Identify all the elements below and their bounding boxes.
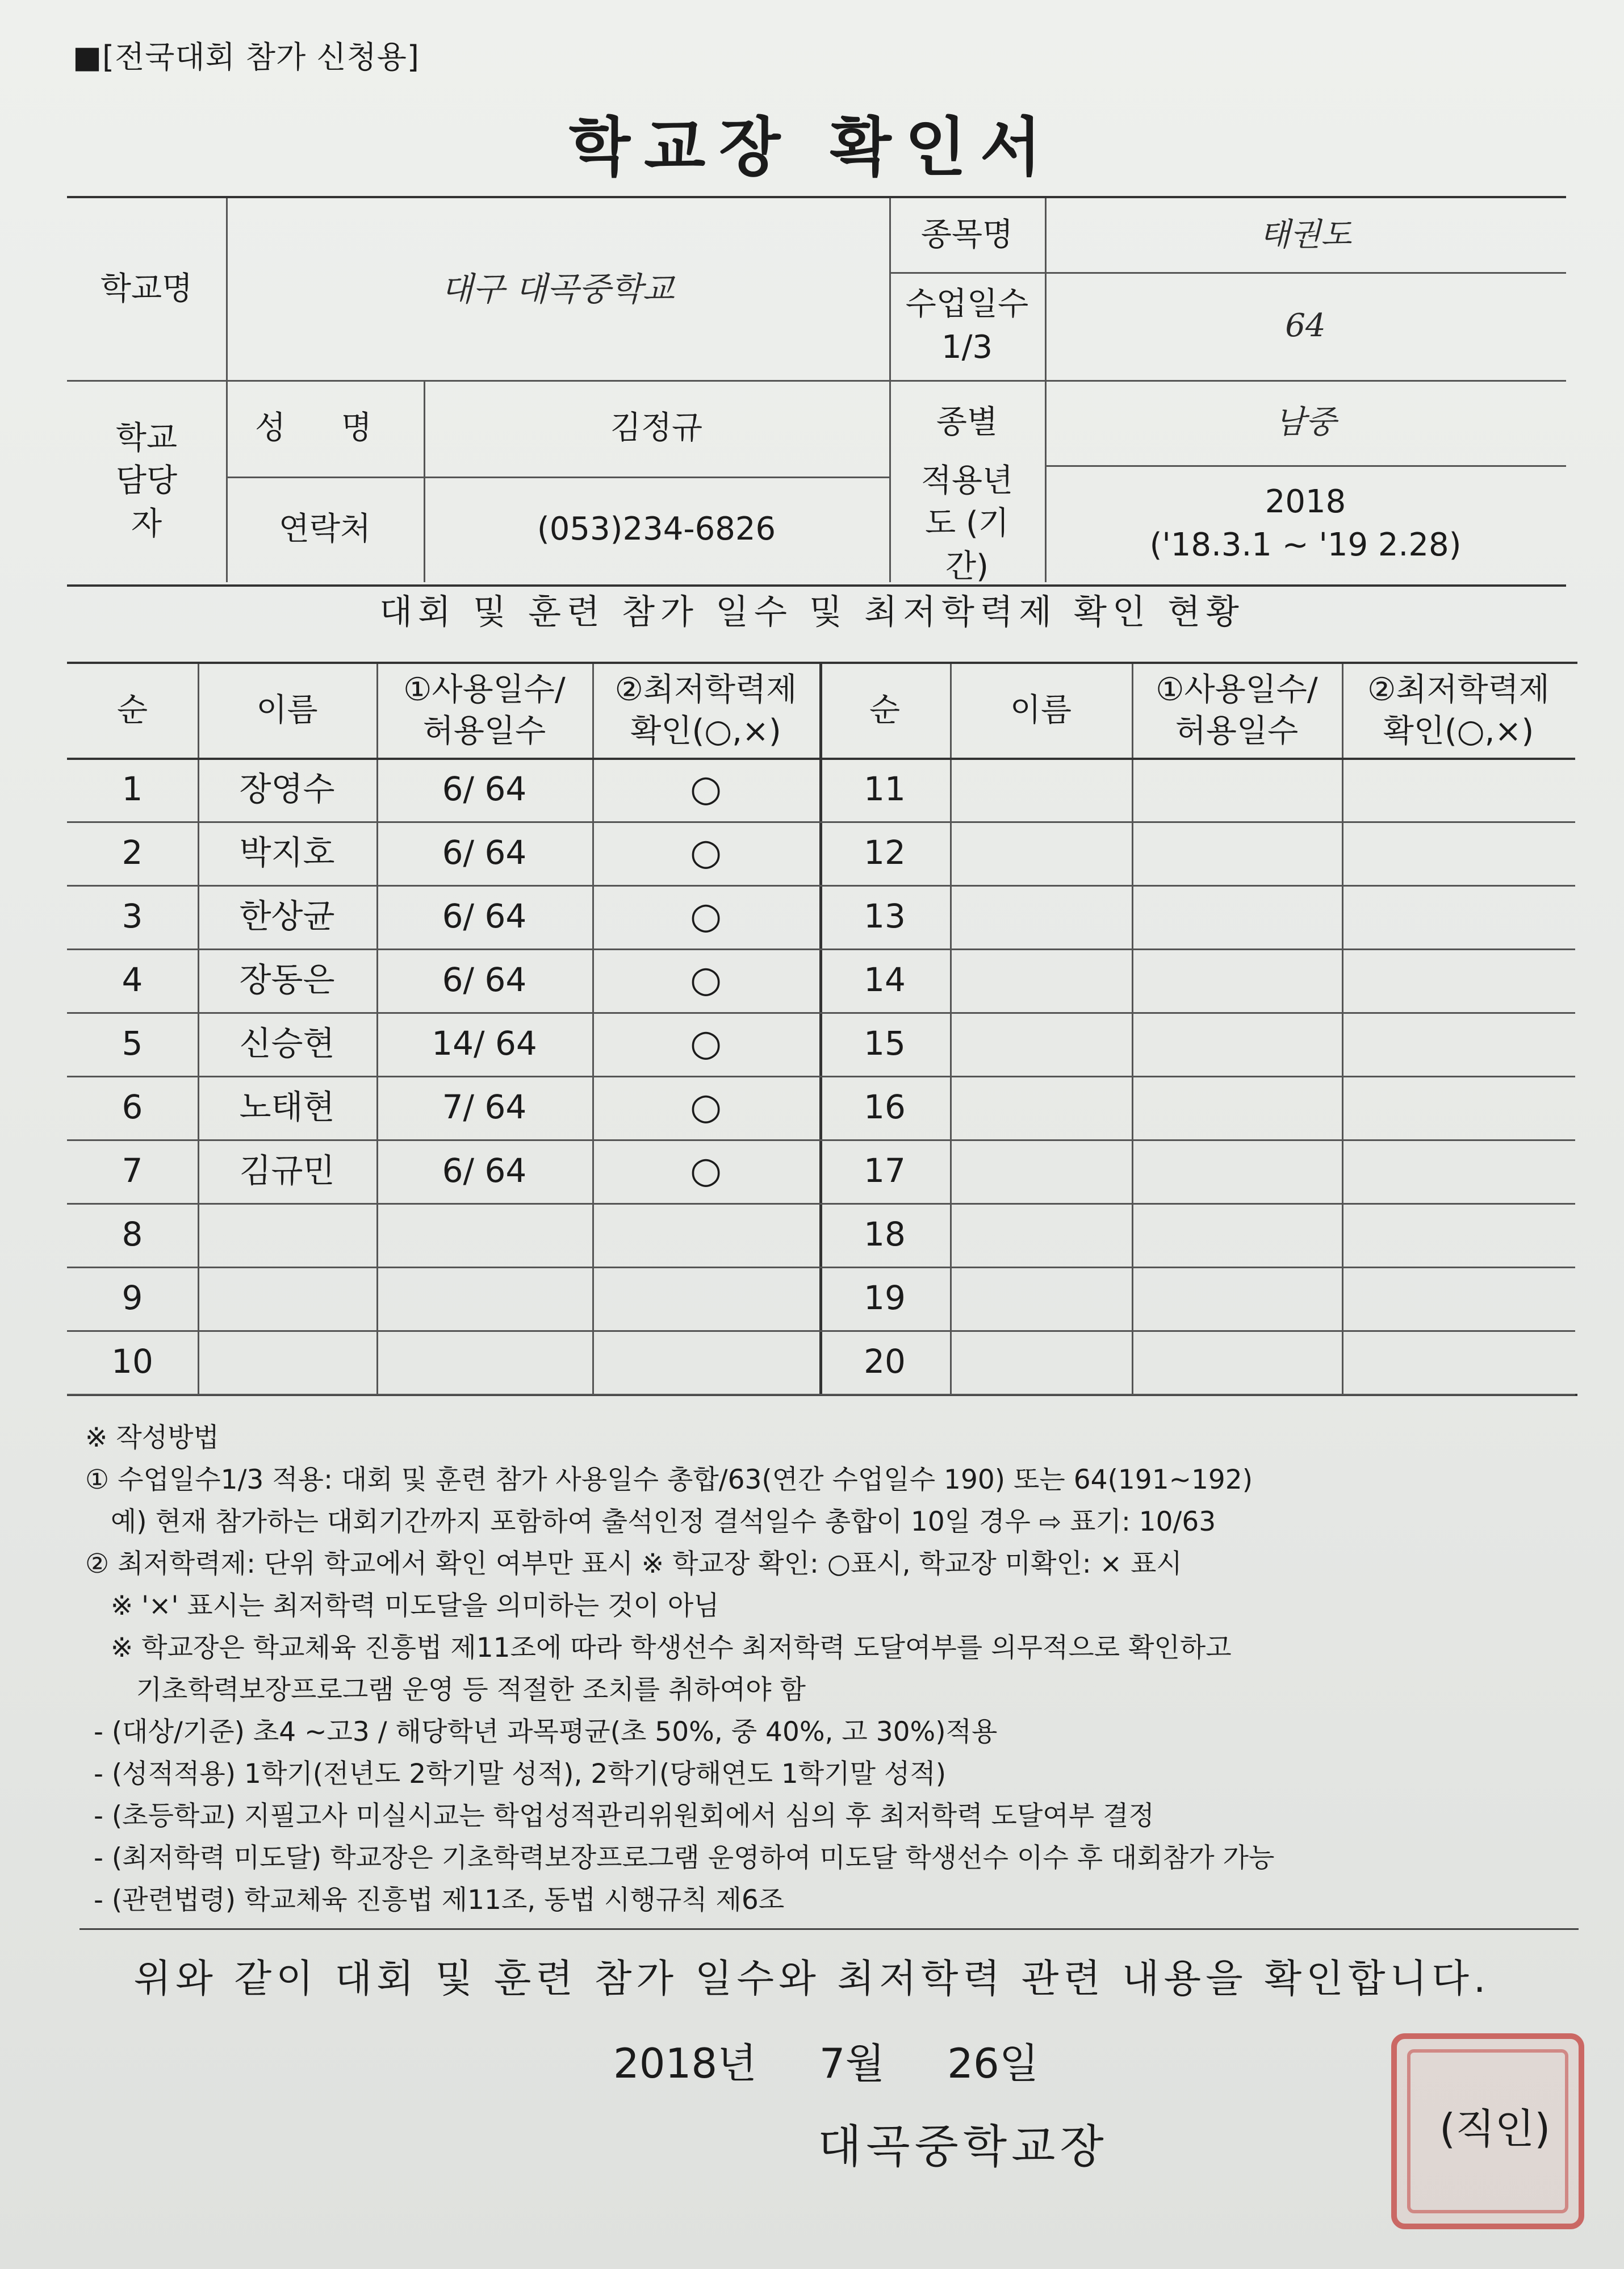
- year-label: 적용년도 (기간): [920, 462, 1014, 585]
- column-divider: [950, 664, 952, 1394]
- instructions-heading: ※ 작성방법: [85, 1422, 219, 1453]
- instruction-line: - (대상/기준) 초4 ~고3 / 해당학년 과목평균(초 50%, 중 40%, 고 30%)적용: [85, 1716, 998, 1748]
- row-number: 20: [864, 1342, 906, 1381]
- row-number: 2: [122, 833, 143, 872]
- category-label: 종별: [936, 404, 998, 441]
- row-number: 6: [122, 1088, 143, 1127]
- school-name-label: 학교명: [100, 270, 193, 308]
- days-used: [376, 1203, 592, 1267]
- row-divider: [67, 1394, 1575, 1395]
- date-day: 26일: [947, 2040, 1039, 2087]
- instruction-line: - (초등학교) 지필고사 미실시교는 학업성적관리위원회에서 심의 후 최저학력 도달여부 결정: [85, 1800, 1154, 1832]
- min-achievement-check: ○: [690, 1022, 722, 1065]
- sport-label: 종목명: [920, 216, 1014, 254]
- roster-header: ②최저학력제 확인(○,×): [1367, 671, 1550, 750]
- manager-name-value: 김정규: [610, 409, 703, 447]
- min-achievement-check: [592, 1267, 819, 1330]
- min-achievement-check: [592, 1203, 819, 1267]
- row-number: 4: [122, 960, 143, 1000]
- instruction-line: - (관련법령) 학교체육 진흥법 제11조, 동법 시행규칙 제6조: [85, 1884, 785, 1916]
- student-name: 김규민: [239, 1151, 335, 1190]
- seal-label: (직인): [1439, 2105, 1551, 2153]
- issue-date: [613, 2030, 1039, 2090]
- contact-value: (053)234-6826: [537, 511, 776, 548]
- roster-header: 이름: [256, 692, 318, 729]
- days-used: [376, 1330, 592, 1394]
- min-achievement-check: ○: [690, 959, 722, 1001]
- student-name: 한상균: [239, 897, 335, 936]
- row-number: 19: [864, 1278, 906, 1318]
- row-number: 1: [122, 770, 143, 809]
- school-info-table: [67, 196, 1566, 587]
- instruction-line: ※ '×' 표시는 최저학력 미도달을 의미하는 것이 아님: [85, 1590, 719, 1622]
- row-number: 10: [111, 1342, 153, 1381]
- instruction-line: ② 최저학력제: 단위 학교에서 확인 여부만 표시 ※ 학교장 확인: ○표시, 학교장 미확인: × 표시: [85, 1548, 1182, 1579]
- category-value: 남중: [1274, 404, 1337, 441]
- instruction-line: ※ 학교장은 학교체육 진흥법 제11조에 따라 학생선수 최저학력 도달여부를 의무적으로 확인하고: [85, 1632, 1232, 1664]
- days-used: 6/ 64: [442, 1151, 527, 1190]
- signer-title: 대곡중학교장: [818, 2120, 1108, 2173]
- year-cell: [1045, 465, 1566, 582]
- header-note: ■[전국대회 참가 신청용]: [73, 39, 420, 75]
- min-achievement-check: ○: [690, 895, 722, 938]
- days-used: 14/ 64: [432, 1024, 537, 1063]
- manager-label: 학교 담당자: [115, 419, 178, 542]
- days-used: 6/ 64: [442, 770, 527, 809]
- sport-value: 태권도: [1259, 216, 1352, 254]
- roster-header: 순: [116, 692, 148, 729]
- row-number: 18: [864, 1215, 906, 1254]
- date-month: 7월: [819, 2040, 885, 2087]
- year-value: 2018: [1265, 483, 1346, 521]
- row-number: 7: [122, 1151, 143, 1190]
- min-achievement-check: ○: [690, 1086, 722, 1129]
- row-number: 3: [122, 897, 143, 936]
- school-name-value: 대구 대곡중학교: [441, 269, 675, 308]
- min-achievement-check: ○: [690, 831, 722, 874]
- column-divider: [1342, 664, 1343, 1394]
- row-number: 12: [864, 833, 906, 872]
- min-achievement-check: [592, 1330, 819, 1394]
- days-used: 6/ 64: [442, 960, 527, 1000]
- confirmation-statement: 위와 같이 대회 및 훈련 참가 일수와 최저학력 관련 내용을 확인합니다.: [133, 1957, 1491, 2001]
- days-used: 6/ 64: [442, 897, 527, 936]
- row-number: 5: [122, 1024, 143, 1063]
- school-days-label: 수업일수 1/3: [905, 286, 1029, 366]
- row-number: 16: [864, 1088, 906, 1127]
- student-name: 노태현: [239, 1088, 335, 1127]
- row-number: 13: [864, 897, 906, 936]
- roster-header: 이름: [1010, 692, 1072, 729]
- days-used: 6/ 64: [442, 833, 527, 872]
- row-number: 9: [122, 1278, 143, 1318]
- days-used: 7/ 64: [442, 1088, 527, 1127]
- section-title: 대회 및 훈련 참가 일수 및 최저학력제 확인 현황: [379, 592, 1245, 632]
- school-days-value: 64: [1285, 307, 1326, 345]
- student-name: 장영수: [239, 770, 335, 809]
- roster-header: ①사용일수/ 허용일수: [1156, 671, 1318, 750]
- year-period: ('18.3.1 ~ '19 2.28): [1149, 526, 1462, 563]
- student-name: 장동은: [239, 960, 335, 1000]
- column-divider: [1132, 664, 1133, 1394]
- roster-header: ①사용일수/ 허용일수: [403, 671, 566, 750]
- min-achievement-check: ○: [690, 768, 722, 810]
- row-number: 14: [864, 960, 906, 1000]
- student-name: 신승현: [239, 1024, 335, 1063]
- min-achievement-check: ○: [690, 1150, 722, 1192]
- contact-label: 연락처: [278, 511, 371, 548]
- roster-table: [67, 662, 1577, 1396]
- row-number: 11: [864, 770, 906, 809]
- document-title: 학교장 확인서: [568, 111, 1056, 185]
- date-year: 2018년: [613, 2040, 757, 2087]
- manager-name-label: 성 명: [255, 409, 395, 447]
- student-name: [198, 1330, 376, 1394]
- divider: [79, 1928, 1579, 1930]
- instruction-line: ① 수업일수1/3 적용: 대회 및 훈련 참가 사용일수 총합/63(연간 수업일수 190) 또는 64(191~192): [85, 1464, 1253, 1495]
- instruction-line: - (최저학력 미도달) 학교장은 기초학력보장프로그램 운영하여 미도달 학생선수 이수 후 대회참가 가능: [85, 1842, 1275, 1874]
- days-used: [376, 1267, 592, 1330]
- row-number: 15: [864, 1024, 906, 1063]
- instruction-line: - (성적적용) 1학기(전년도 2학기말 성적), 2학기(당해연도 1학기말 성적): [85, 1758, 947, 1790]
- row-number: 8: [122, 1215, 143, 1254]
- roster-header: ②최저학력제 확인(○,×): [614, 671, 797, 750]
- student-name: [198, 1203, 376, 1267]
- instruction-line: 예) 현재 참가하는 대회기간까지 포함하여 출석인정 결석일수 총합이 10일 경우 ⇨ 표기: 10/63: [85, 1506, 1216, 1537]
- instructions: [85, 1417, 1584, 1921]
- row-number: 17: [864, 1151, 906, 1190]
- instruction-line: 기초학력보장프로그램 운영 등 적절한 조치를 취하여야 함: [85, 1674, 806, 1706]
- student-name: 박지호: [239, 833, 335, 872]
- roster-header: 순: [869, 692, 901, 729]
- student-name: [198, 1267, 376, 1330]
